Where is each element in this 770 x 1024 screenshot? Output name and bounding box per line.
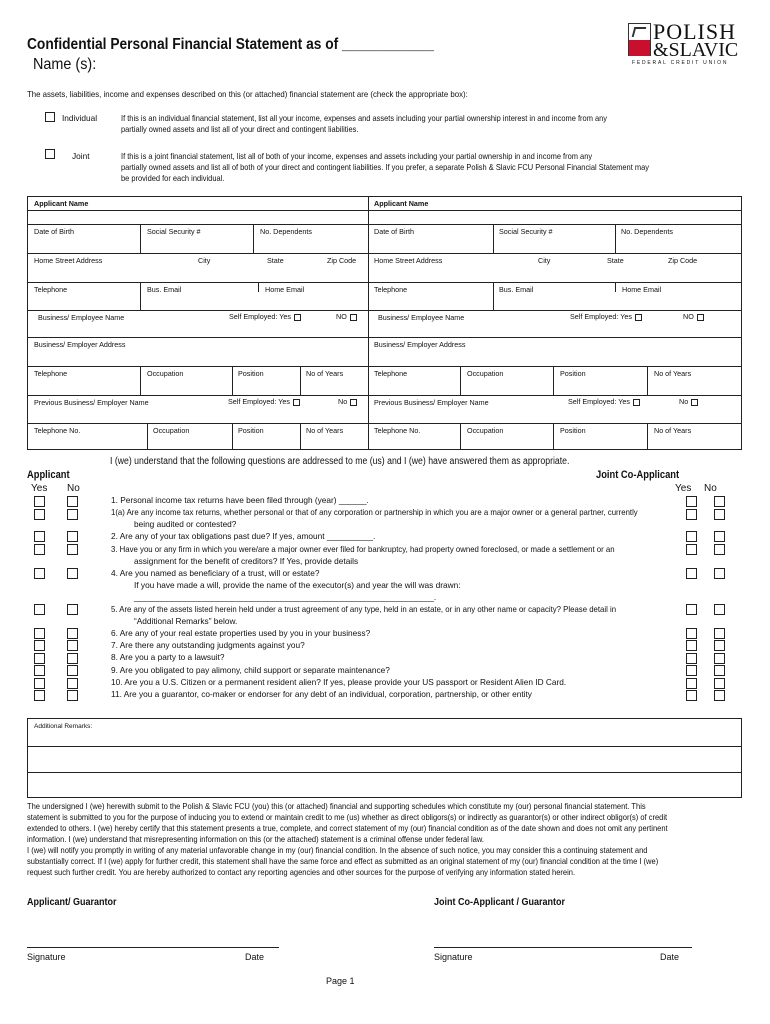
employer-address-left[interactable]: Business/ Employer Address — [34, 340, 126, 349]
coapplicant-q3-no-checkbox[interactable] — [714, 544, 725, 555]
date-of-birth-left[interactable]: Date of Birth — [34, 227, 74, 236]
self-employed-no-checkbox-left[interactable] — [350, 314, 357, 321]
individual-checkbox[interactable] — [45, 112, 55, 122]
self-employed-left: Self Employed: Yes — [229, 312, 301, 321]
coapplicant-column-label: Joint Co-Applicant — [596, 469, 680, 481]
applicant-q1-yes-checkbox[interactable] — [34, 496, 45, 507]
prev-telephone-right[interactable]: Telephone No. — [374, 426, 421, 435]
coapplicant-q11-yes-checkbox[interactable] — [686, 690, 697, 701]
applicant-name-left[interactable]: Applicant Name — [34, 199, 89, 208]
applicant-q7-yes-checkbox[interactable] — [34, 640, 45, 651]
coapplicant-q5-yes-checkbox[interactable] — [686, 604, 697, 615]
coapplicant-q10-no-checkbox[interactable] — [714, 678, 725, 689]
coapplicant-q4-no-checkbox[interactable] — [714, 568, 725, 579]
prev-position-left[interactable]: Position — [238, 426, 264, 435]
prev-self-employed-no-checkbox-right[interactable] — [691, 399, 698, 406]
home-email-left[interactable]: Home Email — [265, 285, 305, 294]
coapplicant-signature-line[interactable] — [434, 947, 692, 948]
logo-text-polish: POLISH — [653, 19, 737, 44]
coapplicant-q8-no-checkbox[interactable] — [714, 653, 725, 664]
applicant-q9-yes-checkbox[interactable] — [34, 665, 45, 676]
applicant-q8-no-checkbox[interactable] — [67, 653, 78, 664]
self-employed-no-right: NO — [683, 312, 704, 321]
coapplicant-no-header: No — [704, 483, 717, 494]
coapplicant-q8-yes-checkbox[interactable] — [686, 653, 697, 664]
applicant-q8-yes-checkbox[interactable] — [34, 653, 45, 664]
applicant-signature-line[interactable] — [27, 947, 279, 948]
date-of-birth-right[interactable]: Date of Birth — [374, 227, 414, 236]
telephone-left[interactable]: Telephone — [34, 285, 68, 294]
applicant-signature-label: Signature — [27, 952, 66, 962]
previous-employer-left[interactable]: Previous Business/ Employer Name — [34, 398, 149, 407]
applicant-q11-yes-checkbox[interactable] — [34, 690, 45, 701]
prev-self-employed-no-right: No — [679, 397, 698, 406]
question-9: 9. Are you obligated to pay alimony, child support or separate maintenance? — [111, 665, 390, 675]
applicant-q2-yes-checkbox[interactable] — [34, 531, 45, 542]
state-left[interactable]: State — [267, 256, 284, 265]
page-title: Confidential Personal Financial Statement as of ____________ — [27, 36, 434, 53]
coapplicant-q10-yes-checkbox[interactable] — [686, 678, 697, 689]
years-right[interactable]: No of Years — [654, 369, 692, 378]
applicant-q6-no-checkbox[interactable] — [67, 628, 78, 639]
years-left[interactable]: No of Years — [306, 369, 344, 378]
self-employed-yes-checkbox-left[interactable] — [294, 314, 301, 321]
occupation-right[interactable]: Occupation — [467, 369, 504, 378]
coapplicant-q1a-no-checkbox[interactable] — [714, 509, 725, 520]
self-employed-right: Self Employed: Yes — [570, 312, 642, 321]
coapplicant-signature-label: Signature — [434, 952, 473, 962]
coapplicant-date-label: Date — [660, 952, 680, 962]
question-8: 8. Are you a party to a lawsuit? — [111, 652, 225, 662]
prev-self-employed-right: Self Employed: Yes — [568, 397, 640, 406]
ssn-left[interactable]: Social Security # — [147, 227, 201, 236]
coapplicant-q7-no-checkbox[interactable] — [714, 640, 725, 651]
prev-years-left[interactable]: No of Years — [306, 426, 344, 435]
question-1a-cont: being audited or contested? — [134, 519, 237, 529]
state-right[interactable]: State — [607, 256, 624, 265]
names-label: Name (s): — [33, 56, 97, 73]
business-name-left[interactable]: Business/ Employee Name — [38, 313, 125, 322]
applicant-q1a-yes-checkbox[interactable] — [34, 509, 45, 520]
applicant-q5-no-checkbox[interactable] — [67, 604, 78, 615]
applicant-q6-yes-checkbox[interactable] — [34, 628, 45, 639]
home-email-right[interactable]: Home Email — [622, 285, 662, 294]
logo-text-fcu: FEDERAL CREDIT UNION — [632, 60, 729, 66]
question-6: 6. Are any of your real estate properties used by you in your business? — [111, 628, 371, 638]
questions-statement: I (we) understand that the following questions are addressed to me (us) and I (we) have answered them as appropriate. — [110, 456, 570, 467]
coapplicant-q2-yes-checkbox[interactable] — [686, 531, 697, 542]
joint-label: Joint — [72, 151, 90, 161]
business-name-right[interactable]: Business/ Employee Name — [378, 313, 465, 322]
coapplicant-q11-no-checkbox[interactable] — [714, 690, 725, 701]
question-1a: 1(a) Are any income tax returns, whether personal or that of any corporation or partnership in which you are a major owner or a general partner, currently — [111, 507, 638, 517]
page-number: Page 1 — [326, 976, 355, 986]
question-10: 10. Are you a U.S. Citizen or a permanent resident alien? If yes, please provide your US passport or Resident Alien ID Card. — [111, 677, 567, 687]
prev-self-employed-no-checkbox-left[interactable] — [350, 399, 357, 406]
employer-telephone-left[interactable]: Telephone — [34, 369, 68, 378]
zip-left[interactable]: Zip Code — [327, 256, 357, 265]
applicant-column-label: Applicant — [27, 469, 70, 481]
coapplicant-q1-no-checkbox[interactable] — [714, 496, 725, 507]
applicant-name-right[interactable]: Applicant Name — [374, 199, 429, 208]
bus-email-right[interactable]: Bus. Email — [499, 285, 534, 294]
question-3: 3. Have you or any firm in which you were/are a major owner ever filed for bankruptcy, had property owned foreclosed, or made a settlement or an — [111, 544, 615, 554]
applicant-q5-yes-checkbox[interactable] — [34, 604, 45, 615]
prev-occupation-left[interactable]: Occupation — [153, 426, 190, 435]
prev-position-right[interactable]: Position — [560, 426, 586, 435]
question-4-cont: If you have made a will, provide the name of the executor(s) and year the will was drawn: — [134, 580, 461, 590]
dependents-left[interactable]: No. Dependents — [260, 227, 312, 236]
ssn-right[interactable]: Social Security # — [499, 227, 553, 236]
logo-text-slavic: &SLAVIC — [653, 39, 739, 61]
question-3-cont: assignment for the benefit of creditors? If Yes, provide details — [134, 556, 359, 566]
coapplicant-q9-no-checkbox[interactable] — [714, 665, 725, 676]
occupation-left[interactable]: Occupation — [147, 369, 184, 378]
prev-self-employed-yes-checkbox-left[interactable] — [293, 399, 300, 406]
additional-remarks-box[interactable] — [27, 718, 742, 798]
applicant-date-label: Date — [245, 952, 265, 962]
coapplicant-q1-yes-checkbox[interactable] — [686, 496, 697, 507]
credit-union-logo — [628, 20, 743, 68]
certification-text: The undersigned I (we) herewith submit to the Polish & Slavic FCU (you) this (or attached) financial and supporting schedules which constitute my (our) personal financial statement. This statement is submitted to you for the purpose of inducing you to extend or maintain credit to me (us) whether as direct obligors(s) or indirectly as guarantor(s) or other indirect obligor(s) of credit extended to others. I (we) hereby certify that this statement presents a true, complete, and correct statement of my (our) financial condition as of the date shown and does not omit any pertinent information. I (we) understand that misrepresenting information on this (or the attached) statement is a criminal offense under federal law. I (we) will notify you promptly in writing of any material unfavorable change in my (our) financial condition. In the absence of such notice, you may consider this a continuing statement and substantially correct. If I (we) apply for further credit, this statement shall have the same force and effect as submitted as an original statement of my (our) financial condition at the time I (we) request such further credit. You are hereby authorized to contact any reporting agencies and other sources for the purpose of verifying any information stated herein. — [27, 801, 668, 877]
question-11: 11. Are you a guarantor, co-maker or endorser for any debt of an individual, corporation, partnership, or other entity — [111, 689, 532, 699]
coapplicant-q2-no-checkbox[interactable] — [714, 531, 725, 542]
coapplicant-q3-yes-checkbox[interactable] — [686, 544, 697, 555]
applicant-q11-no-checkbox[interactable] — [67, 690, 78, 701]
applicant-no-header: No — [67, 483, 80, 494]
city-right[interactable]: City — [538, 256, 551, 265]
bus-email-left[interactable]: Bus. Email — [147, 285, 182, 294]
applicant-q10-no-checkbox[interactable] — [67, 678, 78, 689]
employer-address-right[interactable]: Business/ Employer Address — [374, 340, 466, 349]
prev-occupation-right[interactable]: Occupation — [467, 426, 504, 435]
self-employed-yes-checkbox-right[interactable] — [635, 314, 642, 321]
position-right[interactable]: Position — [560, 369, 586, 378]
applicant-guarantor-heading: Applicant/ Guarantor — [27, 897, 117, 908]
prev-self-employed-no-left: No — [338, 397, 357, 406]
question-4: 4. Are you named as beneficiary of a trust, will or estate? — [111, 568, 320, 578]
coapplicant-q7-yes-checkbox[interactable] — [686, 640, 697, 651]
dependents-right[interactable]: No. Dependents — [621, 227, 673, 236]
additional-remarks-label: Additional Remarks: — [34, 723, 93, 730]
question-5: 5. Are any of the assets listed herein held under a trust agreement of any type, held in an estate, or in any other name or capacity? Please detail in — [111, 604, 617, 614]
applicant-q3-no-checkbox[interactable] — [67, 544, 78, 555]
applicant-q10-yes-checkbox[interactable] — [34, 678, 45, 689]
zip-right[interactable]: Zip Code — [668, 256, 698, 265]
individual-description: If this is an individual financial statement, list all your income, expenses and assets including your partial ownership interest in and income from any partially owned assets and list all of your direct and contingent liabilities. — [121, 113, 608, 134]
question-5-cont: “Additional Remarks” below. — [134, 616, 238, 626]
applicant-yes-header: Yes — [31, 483, 48, 494]
logo-emblem — [628, 23, 651, 56]
applicant-q2-no-checkbox[interactable] — [67, 531, 78, 542]
applicant-q4-no-checkbox[interactable] — [67, 568, 78, 579]
question-2: 2. Are any of your tax obligations past due? If yes, amount __________. — [111, 531, 376, 541]
previous-employer-right[interactable]: Previous Business/ Employer Name — [374, 398, 489, 407]
prev-telephone-left[interactable]: Telephone No. — [34, 426, 81, 435]
position-left[interactable]: Position — [238, 369, 264, 378]
coapplicant-q6-no-checkbox[interactable] — [714, 628, 725, 639]
prev-self-employed-left: Self Employed: Yes — [228, 397, 300, 406]
question-7: 7. Are there any outstanding judgments against you? — [111, 640, 305, 650]
applicant-q9-no-checkbox[interactable] — [67, 665, 78, 676]
joint-description: If this is a joint financial statement, list all of both of your income, expenses and assets including your partial ownership in and income from any partially owned assets and list all of both of your direct and contingent liabilities. If you prefer, a separate Polish & Slavic FCU Personal Financial Statement may be provided for each individual. — [121, 151, 649, 183]
applicant-q3-yes-checkbox[interactable] — [34, 544, 45, 555]
coapplicant-q5-no-checkbox[interactable] — [714, 604, 725, 615]
applicant-q7-no-checkbox[interactable] — [67, 640, 78, 651]
home-address-left[interactable]: Home Street Address — [34, 256, 103, 265]
home-address-right[interactable]: Home Street Address — [374, 256, 443, 265]
coapplicant-guarantor-heading: Joint Co-Applicant / Guarantor — [434, 897, 566, 908]
applicant-q1-no-checkbox[interactable] — [67, 496, 78, 507]
prev-self-employed-yes-checkbox-right[interactable] — [633, 399, 640, 406]
coapplicant-q9-yes-checkbox[interactable] — [686, 665, 697, 676]
city-left[interactable]: City — [198, 256, 211, 265]
coapplicant-yes-header: Yes — [675, 483, 692, 494]
self-employed-no-checkbox-right[interactable] — [697, 314, 704, 321]
self-employed-no-left: NO — [336, 312, 357, 321]
employer-telephone-right[interactable]: Telephone — [374, 369, 408, 378]
coapplicant-q4-yes-checkbox[interactable] — [686, 568, 697, 579]
joint-checkbox[interactable] — [45, 149, 55, 159]
telephone-right[interactable]: Telephone — [374, 285, 408, 294]
individual-label: Individual — [62, 113, 98, 123]
question-4-blank[interactable]: _________________________________________________________________. — [134, 592, 437, 602]
applicant-q1a-no-checkbox[interactable] — [67, 509, 78, 520]
intro-text: The assets, liabilities, income and expenses described on this (or attached) financial statement are (check the appropriate box): — [27, 89, 468, 99]
prev-years-right[interactable]: No of Years — [654, 426, 692, 435]
coapplicant-q6-yes-checkbox[interactable] — [686, 628, 697, 639]
coapplicant-q1a-yes-checkbox[interactable] — [686, 509, 697, 520]
question-1: 1. Personal income tax returns have been filed through (year) ______. — [111, 495, 369, 505]
applicant-q4-yes-checkbox[interactable] — [34, 568, 45, 579]
